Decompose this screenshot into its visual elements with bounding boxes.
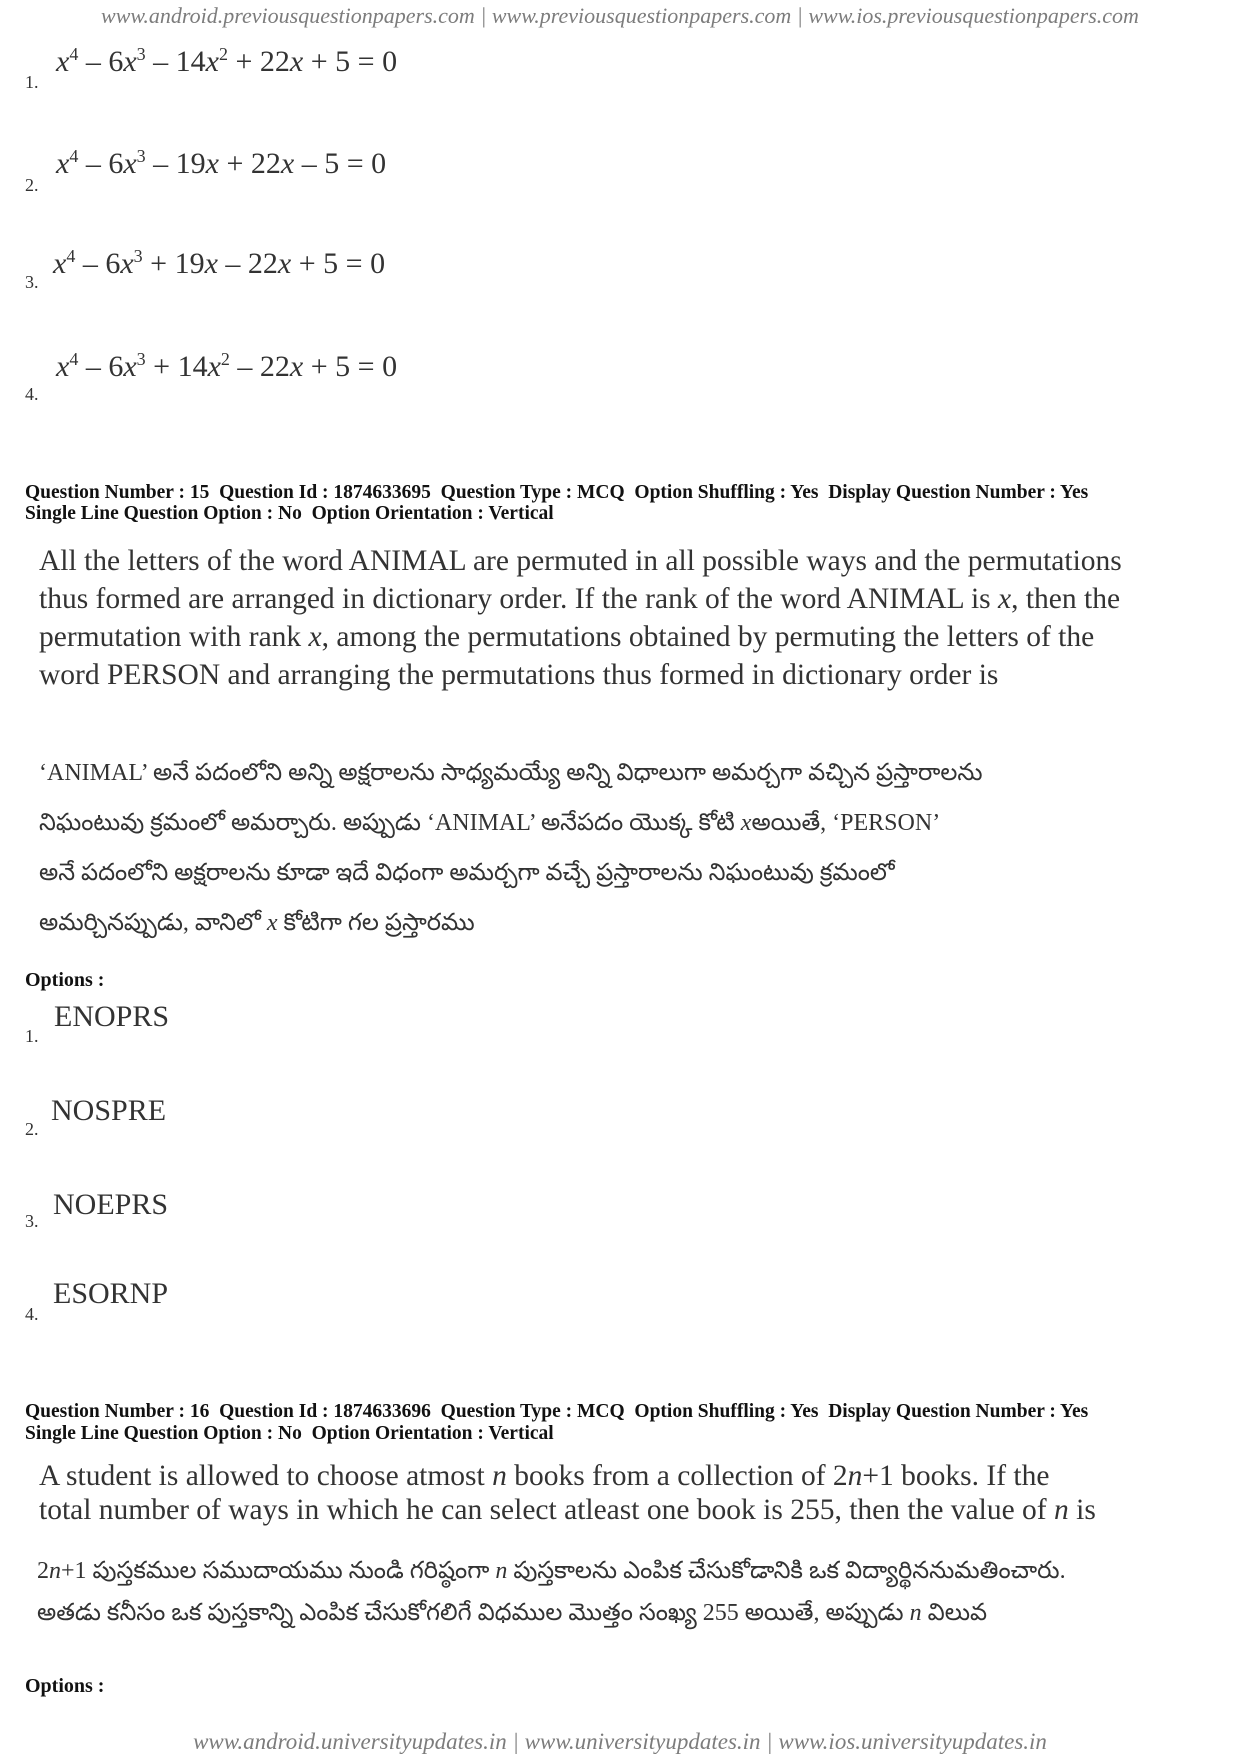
footer-watermark: www.android.universityupdates.in | www.universityupdates.in | www.ios.universityupdates.in <box>193 1730 1047 1754</box>
text-run: A student is allowed to choose atmost <box>39 1460 493 1492</box>
options-label: Options : <box>25 969 105 991</box>
math-variable: n <box>909 1600 922 1626</box>
question-text-line <box>39 898 1219 948</box>
question-meta-line: Single Line Question Option : No Option Orientation : Vertical <box>25 1423 554 1444</box>
option-text: ESORNP <box>53 1277 169 1310</box>
option-item <box>0 1000 760 1064</box>
text-run: నిఘంటువు క్రమంలో అమర్చారు. అప్పుడు ‘ANIMAL’ అనేపదం యొక్క కోటి <box>39 810 741 836</box>
text-run: అమర్చినప్పుడు, వానిలో <box>39 910 267 936</box>
question-meta-line: Question Number : 15 Question Id : 1874633695 Question Type : MCQ Option Shuffling : Yes Display Question Number : Yes <box>25 482 1089 503</box>
option-equation <box>56 146 386 182</box>
option-text: NOSPRE <box>51 1094 167 1127</box>
exponent: 2 <box>220 349 230 370</box>
text-run: కోటిగా గల ప్రస్తారము <box>277 910 475 936</box>
option-equation <box>56 44 397 80</box>
math-variable: x <box>205 45 219 78</box>
option-number: 2. <box>25 175 39 195</box>
math-variable: x <box>123 350 137 383</box>
math-variable: x <box>123 147 137 180</box>
text-run: thus formed are arranged in dictionary order. If the rank of the word ANIMAL is <box>39 583 998 615</box>
option-number: 1. <box>25 72 39 92</box>
text-run: – 6 <box>78 147 124 180</box>
option-text: ENOPRS <box>54 1000 170 1033</box>
exponent: 4 <box>69 349 79 370</box>
question-text-line <box>37 1550 1217 1592</box>
question-text-line <box>39 656 1219 694</box>
text-run: is <box>1068 1494 1096 1526</box>
text-run: – 14 <box>145 45 206 78</box>
exponent: 4 <box>66 246 76 267</box>
math-variable: x <box>277 247 292 280</box>
math-variable: x <box>740 810 752 836</box>
text-run: + 22 <box>218 147 281 180</box>
text-run: + 5 = 0 <box>303 350 398 383</box>
text-run: + 19 <box>142 247 205 280</box>
question-text-line <box>39 580 1219 618</box>
text-run: + 5 = 0 <box>303 45 398 78</box>
option-item <box>0 349 760 413</box>
text-run: – 22 <box>217 247 278 280</box>
option-number: 4. <box>25 1304 39 1324</box>
math-variable: x <box>204 247 218 280</box>
text-run: – 19 <box>145 147 206 180</box>
question-meta-line: Question Number : 16 Question Id : 1874633696 Question Type : MCQ Option Shuffling : Yes Display Question Number : Yes <box>25 1401 1089 1422</box>
question-text-telugu <box>39 748 1219 948</box>
math-variable: n <box>495 1558 508 1584</box>
option-item <box>0 44 760 108</box>
text-run: permutation with rank <box>39 621 309 653</box>
question-text-line <box>39 748 1219 798</box>
math-variable: x <box>56 147 70 180</box>
math-variable: x <box>289 350 304 383</box>
math-variable: x <box>205 147 219 180</box>
text-run: +1 books. If the <box>862 1460 1050 1492</box>
question-text-line <box>39 848 1219 898</box>
question-text-english <box>39 542 1219 694</box>
math-variable: x <box>280 147 295 180</box>
option-equation <box>56 349 397 385</box>
exponent: 3 <box>136 349 146 370</box>
text-run: books from a collection of 2 <box>506 1460 848 1492</box>
text-run: ‘ANIMAL’ అనే పదంలోని అన్ని అక్షరాలను సాధ్యమయ్యే అన్ని విధాలుగా అమర్చగా వచ్చిన ప్రస్తారాలను <box>39 760 983 786</box>
question-text-telugu <box>37 1550 1217 1634</box>
math-variable: x <box>53 247 67 280</box>
math-variable: x <box>266 910 278 936</box>
option-item <box>0 146 760 210</box>
text-run: – 5 = 0 <box>294 147 387 180</box>
math-variable: x <box>207 350 221 383</box>
option-number: 2. <box>25 1119 39 1139</box>
text-run: – 6 <box>78 45 124 78</box>
text-run: పుస్తకాలను ఎంపిక చేసుకోడానికి ఒక విద్యార్థిననుమతించారు. <box>507 1558 1066 1584</box>
question-text-line <box>39 1493 1219 1527</box>
exponent: 3 <box>133 246 143 267</box>
text-run: అనే పదంలోని అక్షరాలను కూడా ఇదే విధంగా అమర్చగా వచ్చే ప్రస్తారాలను నిఘంటువు క్రమంలో <box>39 860 895 886</box>
option-number: 3. <box>25 1211 39 1231</box>
option-number: 3. <box>25 272 39 292</box>
math-variable: x <box>56 350 70 383</box>
text-run: + 22 <box>227 45 290 78</box>
question-meta-line: Single Line Question Option : No Option Orientation : Vertical <box>25 503 554 524</box>
option-number: 1. <box>25 1026 39 1046</box>
text-run: +1 పుస్తకముల సముదాయము నుండి గరిష్ఠంగా <box>61 1558 496 1584</box>
header-watermark: www.android.previousquestionpapers.com | www.previousquestionpapers.com | www.ios.previousquestionpapers.com <box>101 3 1139 28</box>
text-run: – 22 <box>229 350 290 383</box>
math-variable: n <box>49 1558 61 1584</box>
text-run: అతడు కనీసం ఒక పుస్తకాన్ని ఎంపిక చేసుకోగలిగే విధముల మొత్తం సంఖ్య 255 అయితే, అప్పుడు <box>37 1600 910 1626</box>
text-run: , then the <box>1011 583 1121 615</box>
exponent: 3 <box>136 146 146 167</box>
math-variable: x <box>123 45 137 78</box>
question-text-line <box>39 542 1219 580</box>
option-item <box>0 1094 760 1158</box>
text-run: total number of ways in which he can select atleast one book is 255, then the value of <box>39 1494 1054 1526</box>
math-variable: x <box>120 247 134 280</box>
text-run: అయితే, ‘PERSON’ <box>751 810 941 836</box>
text-run: – 6 <box>75 247 121 280</box>
math-variable: x <box>289 45 304 78</box>
question-text-line <box>37 1592 1217 1634</box>
text-run: All the letters of the word ANIMAL are permuted in all possible ways and the permutations <box>39 545 1122 577</box>
options-label: Options : <box>25 1675 105 1697</box>
exponent: 2 <box>218 44 228 65</box>
text-run: – 6 <box>78 350 124 383</box>
option-item <box>0 1188 760 1252</box>
exponent: 3 <box>136 44 146 65</box>
math-variable: n <box>492 1460 507 1492</box>
math-variable: n <box>1054 1494 1069 1526</box>
question-text-line <box>39 1459 1219 1493</box>
math-variable: n <box>847 1460 863 1492</box>
option-item <box>0 246 760 310</box>
option-number: 4. <box>25 384 39 404</box>
option-equation <box>53 246 385 282</box>
math-variable: x <box>56 45 70 78</box>
option-text: NOEPRS <box>53 1188 169 1221</box>
math-variable: x <box>998 583 1012 615</box>
question-text-line <box>39 618 1219 656</box>
text-run: word PERSON and arranging the permutations thus formed in dictionary order is <box>39 659 999 691</box>
question-text-english <box>39 1459 1219 1527</box>
text-run: విలువ <box>921 1600 988 1626</box>
exponent: 4 <box>69 146 79 167</box>
question-text-line <box>39 798 1219 848</box>
text-run: 2 <box>37 1558 49 1584</box>
text-run: + 5 = 0 <box>291 247 386 280</box>
text-run: + 14 <box>145 350 208 383</box>
option-item <box>0 1277 760 1341</box>
text-run: , among the permutations obtained by permuting the letters of the <box>321 621 1095 653</box>
exponent: 4 <box>69 44 79 65</box>
math-variable: x <box>308 621 322 653</box>
